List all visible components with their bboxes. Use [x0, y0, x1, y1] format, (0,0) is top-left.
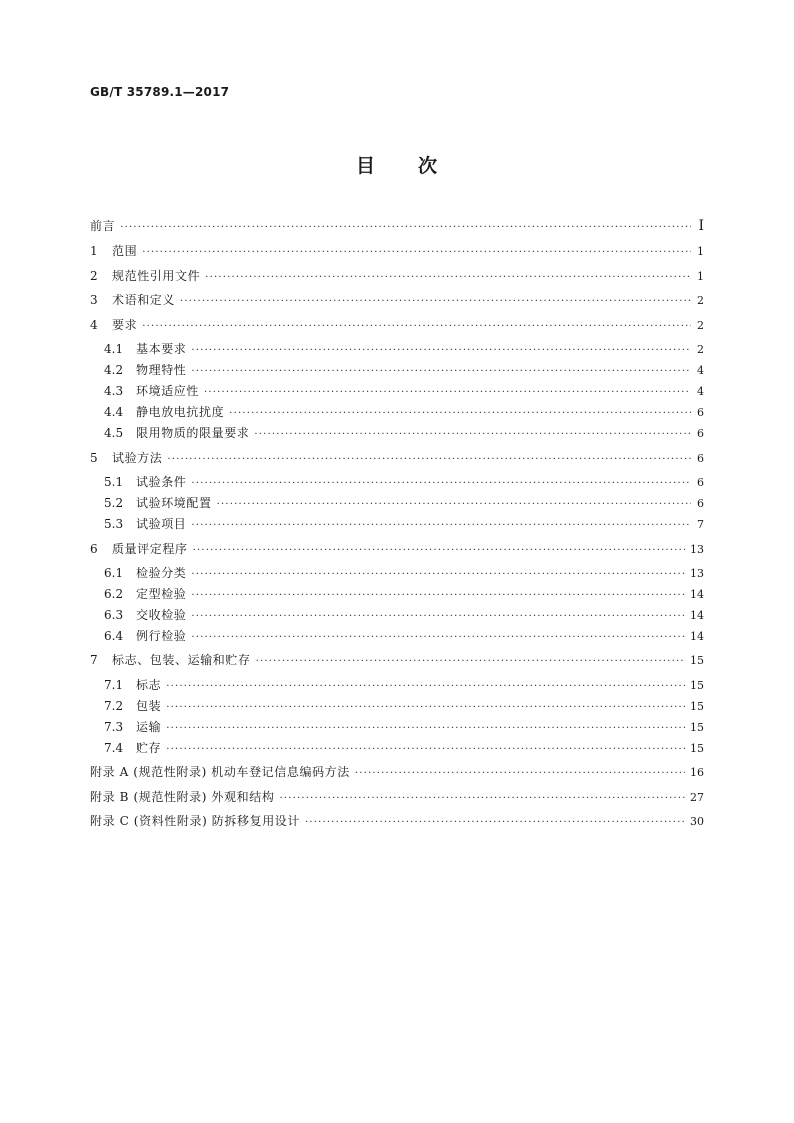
toc-entry-label: 贮存 — [136, 741, 162, 755]
toc-dot-leader — [279, 790, 685, 808]
toc-dot-leader — [355, 765, 685, 783]
toc-entry-number: 6 — [90, 542, 98, 556]
toc-list — [90, 0, 704, 1123]
toc-dot-leader — [166, 720, 685, 738]
toc-dot-leader — [193, 542, 685, 560]
toc-title-char: 次 — [418, 155, 439, 177]
toc-dot-leader — [229, 405, 691, 423]
toc-page-number: 6 — [697, 452, 704, 465]
toc-entry[interactable] — [104, 361, 704, 379]
toc-entry-label: 术语和定义 — [112, 293, 176, 307]
toc-dot-leader — [166, 678, 685, 696]
toc-entry[interactable] — [90, 651, 704, 669]
toc-page-number: 13 — [690, 543, 704, 556]
toc-page-number: 6 — [697, 427, 704, 440]
toc-dot-leader — [142, 244, 691, 262]
toc-entry-number: 7.3 — [104, 720, 124, 734]
toc-dot-leader — [191, 608, 685, 626]
toc-dot-leader — [191, 566, 685, 584]
toc-dot-leader — [191, 475, 691, 493]
toc-dot-leader — [191, 629, 685, 647]
toc-dot-leader — [191, 517, 691, 535]
toc-entry-number: 5 — [90, 451, 98, 465]
toc-entry-label: 附录 A (规范性附录) 机动车登记信息编码方法 — [90, 765, 350, 779]
toc-entry-number: 6.2 — [104, 587, 124, 601]
toc-dot-leader — [205, 269, 691, 287]
toc-entry[interactable] — [104, 340, 704, 358]
toc-dot-leader — [217, 496, 691, 514]
toc-page-number: 6 — [697, 406, 704, 419]
toc-title-char: 目 — [355, 155, 376, 177]
toc-page-number: 15 — [690, 654, 704, 667]
toc-entry[interactable] — [104, 718, 704, 736]
toc-entry[interactable] — [90, 242, 704, 260]
toc-dot-leader — [142, 318, 691, 336]
toc-entry[interactable] — [104, 676, 704, 694]
toc-entry[interactable] — [90, 316, 704, 334]
toc-entry-label: 试验方法 — [112, 451, 163, 465]
toc-entry-number: 6.3 — [104, 608, 124, 622]
toc-entry-number: 7.1 — [104, 678, 124, 692]
toc-page-number: 15 — [690, 679, 704, 692]
toc-entry[interactable] — [104, 515, 704, 533]
toc-entry[interactable] — [90, 217, 704, 235]
toc-entry-number: 4.4 — [104, 405, 124, 419]
toc-entry[interactable] — [104, 585, 704, 603]
toc-entry[interactable] — [104, 564, 704, 582]
toc-entry-number: 2 — [90, 269, 98, 283]
toc-entry-number: 6.4 — [104, 629, 124, 643]
toc-page-number: 4 — [697, 385, 704, 398]
toc-entry[interactable] — [104, 403, 704, 421]
toc-entry-label: 例行检验 — [136, 629, 187, 643]
toc-entry-label: 标志、包装、运输和贮存 — [112, 653, 251, 667]
toc-page-number: 30 — [690, 815, 704, 828]
toc-entry-number: 3 — [90, 293, 98, 307]
toc-entry-number: 5.1 — [104, 475, 124, 489]
toc-entry-label: 规范性引用文件 — [112, 269, 201, 283]
toc-page-number: Ⅰ — [698, 218, 704, 234]
toc-entry-label: 范围 — [112, 244, 138, 258]
toc-entry[interactable] — [90, 812, 704, 830]
toc-page-number: 15 — [690, 742, 704, 755]
toc-entry-label: 基本要求 — [136, 342, 187, 356]
toc-entry-number: 4.3 — [104, 384, 124, 398]
toc-dot-leader — [180, 293, 691, 311]
toc-dot-leader — [167, 451, 691, 469]
toc-dot-leader — [305, 814, 685, 832]
toc-entry[interactable] — [104, 739, 704, 757]
toc-page-number: 4 — [697, 364, 704, 377]
toc-entry-label: 包装 — [136, 699, 162, 713]
toc-dot-leader — [120, 219, 691, 237]
toc-entry-number: 5.3 — [104, 517, 124, 531]
toc-entry-label: 附录 C (资料性附录) 防拆移复用设计 — [90, 814, 300, 828]
toc-entry-label: 环境适应性 — [136, 384, 200, 398]
toc-entry[interactable] — [90, 449, 704, 467]
toc-page-number: 7 — [697, 518, 704, 531]
toc-entry[interactable] — [104, 382, 704, 400]
toc-page-number: 15 — [690, 700, 704, 713]
toc-page-number: 6 — [697, 476, 704, 489]
toc-entry-label: 质量评定程序 — [112, 542, 188, 556]
toc-entry-label: 附录 B (规范性附录) 外观和结构 — [90, 790, 275, 804]
toc-page-number: 1 — [697, 270, 704, 283]
standard-number: GB/T 35789.1—2017 — [90, 85, 230, 99]
toc-entry-label: 试验条件 — [136, 475, 187, 489]
toc-entry-number: 7.2 — [104, 699, 124, 713]
toc-entry[interactable] — [104, 627, 704, 645]
toc-entry[interactable] — [104, 697, 704, 715]
toc-entry-number: 1 — [90, 244, 98, 258]
toc-entry[interactable] — [104, 473, 704, 491]
toc-entry-label: 前言 — [90, 219, 116, 233]
toc-entry-number: 4.2 — [104, 363, 124, 377]
toc-entry-number: 7 — [90, 653, 98, 667]
toc-entry-label: 试验环境配置 — [136, 496, 212, 510]
toc-entry[interactable] — [104, 494, 704, 512]
toc-entry-number: 5.2 — [104, 496, 124, 510]
toc-page-number: 16 — [690, 766, 704, 779]
toc-dot-leader — [256, 653, 685, 671]
toc-page-number: 1 — [697, 245, 704, 258]
toc-entry-label: 交收检验 — [136, 608, 187, 622]
toc-entry-label: 静电放电抗扰度 — [136, 405, 225, 419]
toc-dot-leader — [191, 363, 691, 381]
toc-page-number: 2 — [697, 319, 704, 332]
toc-entry-label: 限用物质的限量要求 — [136, 426, 250, 440]
toc-page-number: 15 — [690, 721, 704, 734]
toc-entry-label: 试验项目 — [136, 517, 187, 531]
toc-dot-leader — [191, 587, 685, 605]
toc-entry-number: 4 — [90, 318, 98, 332]
toc-dot-leader — [204, 384, 691, 402]
toc-entry-number: 4.5 — [104, 426, 124, 440]
toc-entry-number: 7.4 — [104, 741, 124, 755]
toc-dot-leader — [191, 342, 691, 360]
toc-entry-number: 6.1 — [104, 566, 124, 580]
toc-entry-label: 运输 — [136, 720, 162, 734]
toc-entry[interactable] — [90, 291, 704, 309]
toc-page-number: 2 — [697, 343, 704, 356]
toc-entry-number: 4.1 — [104, 342, 124, 356]
toc-entry[interactable] — [104, 424, 704, 442]
toc-entry-label: 要求 — [112, 318, 138, 332]
toc-entry[interactable] — [104, 606, 704, 624]
toc-entry[interactable] — [90, 788, 704, 806]
toc-dot-leader — [166, 699, 685, 717]
toc-entry-label: 物理特性 — [136, 363, 187, 377]
toc-page-number: 13 — [690, 567, 704, 580]
toc-dot-leader — [166, 741, 685, 759]
toc-entry[interactable] — [90, 540, 704, 558]
toc-entry-label: 定型检验 — [136, 587, 187, 601]
toc-page-number: 14 — [690, 588, 704, 601]
toc-page-number: 14 — [690, 630, 704, 643]
toc-entry-label: 检验分类 — [136, 566, 187, 580]
toc-page-number: 2 — [697, 294, 704, 307]
toc-page-number: 14 — [690, 609, 704, 622]
toc-page-number: 27 — [690, 791, 704, 804]
toc-page-number: 6 — [697, 497, 704, 510]
toc-dot-leader — [254, 426, 691, 444]
toc-entry-label: 标志 — [136, 678, 162, 692]
toc-entry[interactable] — [90, 267, 704, 285]
toc-entry[interactable] — [90, 763, 704, 781]
